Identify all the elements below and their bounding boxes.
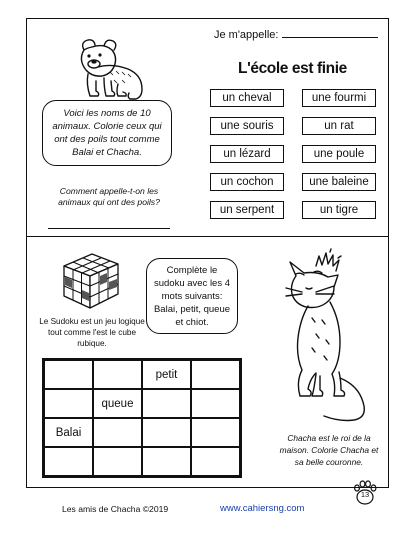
sudoku-cell[interactable]: [44, 389, 93, 418]
intro-speech-bubble: [42, 100, 172, 166]
sudoku-cell[interactable]: [142, 447, 191, 476]
sudoku-cell[interactable]: [44, 447, 93, 476]
word-box-1[interactable]: une fourmi: [302, 89, 376, 107]
word-box-7[interactable]: une baleine: [302, 173, 376, 191]
bear-illustration: [70, 34, 148, 104]
page-title: L'école est finie: [238, 60, 347, 77]
sudoku-cell[interactable]: [142, 389, 191, 418]
section-divider: [26, 236, 389, 237]
name-field[interactable]: [214, 28, 378, 41]
sudoku-cell[interactable]: Balai: [44, 418, 93, 447]
cat-with-crown-illustration: [272, 248, 380, 428]
word-box-2[interactable]: une souris: [210, 117, 284, 135]
sudoku-cell[interactable]: [93, 418, 142, 447]
answer-line[interactable]: [48, 228, 170, 229]
sudoku-cell[interactable]: petit: [142, 360, 191, 389]
sudoku-cell[interactable]: [191, 418, 240, 447]
copyright-text: Les amis de Chacha ©2019: [62, 504, 169, 514]
word-box-3[interactable]: un rat: [302, 117, 376, 135]
sudoku-cell[interactable]: queue: [93, 389, 142, 418]
name-blank-line[interactable]: [282, 28, 378, 38]
page-number: 13: [360, 490, 370, 499]
sudoku-cell[interactable]: [93, 360, 142, 389]
name-label: Je m'appelle:: [214, 29, 279, 41]
sudoku-instructions-bubble: [146, 258, 238, 334]
sudoku-cell[interactable]: [191, 447, 240, 476]
word-box-6[interactable]: un cochon: [210, 173, 284, 191]
word-box-4[interactable]: un lézard: [210, 145, 284, 163]
intro-text: Voici les noms de 10 animaux. Colorie ceux qui ont des poils tout comme Balai et Chacha.: [52, 108, 162, 158]
rubiks-cube-illustration: [56, 246, 124, 312]
website-link[interactable]: www.cahiersng.com: [220, 503, 305, 514]
word-box-0[interactable]: un cheval: [210, 89, 284, 107]
sudoku-cell[interactable]: [142, 418, 191, 447]
word-box-5[interactable]: une poule: [302, 145, 376, 163]
sudoku-cell[interactable]: [191, 360, 240, 389]
word-box-9[interactable]: un tigre: [302, 201, 376, 219]
sudoku-cell[interactable]: [191, 389, 240, 418]
sudoku-cell[interactable]: [93, 447, 142, 476]
sudoku-instructions: Complète le sudoku avec les 4 mots suivants: Balai, petit, queue et chiot.: [153, 264, 231, 328]
question-text: Comment appelle-t-on les animaux qui ont des poils?: [58, 186, 160, 207]
sudoku-grid: [42, 358, 242, 478]
sudoku-cell[interactable]: [44, 360, 93, 389]
cat-caption: Chacha est le roi de la maison. Colorie Chacha et sa belle couronne.: [279, 433, 379, 467]
word-box-8[interactable]: un serpent: [210, 201, 284, 219]
cube-caption: Le Sudoku est un jeu logique tout comme l'est le cube rubique.: [39, 317, 145, 348]
